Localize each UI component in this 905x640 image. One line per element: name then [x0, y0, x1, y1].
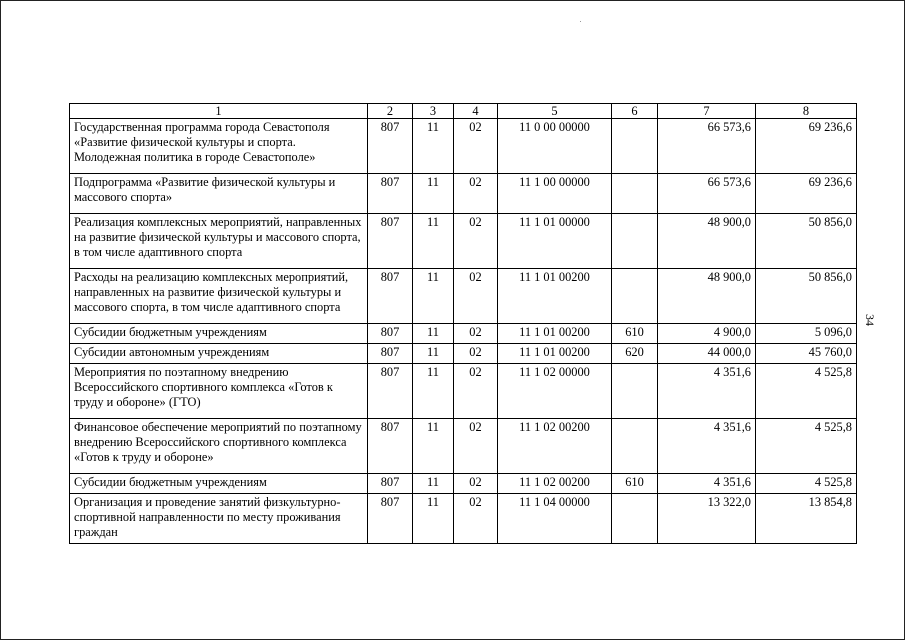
subsection-code-cell: 02: [454, 119, 498, 174]
table-row: [70, 324, 857, 344]
section-code-cell: 11: [413, 364, 454, 419]
expense-type-cell: 610: [612, 324, 658, 344]
amount-cell-col7: 44 000,0: [658, 344, 756, 364]
row-name-cell: Финансовое обеспечение мероприятий по поэтапному внедрению Всероссийского спортивного комплекса «Готов к труду и обороне»: [70, 419, 368, 474]
table-row: [70, 474, 857, 494]
target-article-cell: 11 1 02 00000: [498, 364, 612, 419]
amount-cell-col7: 4 351,6: [658, 364, 756, 419]
amount-cell-col7: 66 573,6: [658, 119, 756, 174]
table-row: [70, 214, 857, 269]
header-cell: 4: [454, 104, 498, 119]
expense-type-cell: [612, 214, 658, 269]
row-name-cell: Организация и проведение занятий физкультурно-спортивной направленности по месту проживания граждан: [70, 494, 368, 544]
amount-cell-col8: 50 856,0: [756, 269, 857, 324]
target-article-cell: 11 1 01 00200: [498, 269, 612, 324]
ministry-code-cell: 807: [368, 269, 413, 324]
ministry-code-cell: 807: [368, 174, 413, 214]
subsection-code-cell: 02: [454, 474, 498, 494]
ministry-code-cell: 807: [368, 474, 413, 494]
section-code-cell: 11: [413, 474, 454, 494]
header-cell: 7: [658, 104, 756, 119]
ministry-code-cell: 807: [368, 364, 413, 419]
expense-type-cell: [612, 364, 658, 419]
page-number: 34: [863, 314, 877, 326]
target-article-cell: 11 0 00 00000: [498, 119, 612, 174]
target-article-cell: 11 1 02 00200: [498, 474, 612, 494]
subsection-code-cell: 02: [454, 494, 498, 544]
ministry-code-cell: 807: [368, 494, 413, 544]
target-article-cell: 11 1 01 00200: [498, 344, 612, 364]
subsection-code-cell: 02: [454, 324, 498, 344]
row-name-cell: Мероприятия по поэтапному внедрению Всероссийского спортивного комплекса «Готов к труду и обороне» (ГТО): [70, 364, 368, 419]
subsection-code-cell: 02: [454, 269, 498, 324]
expense-type-cell: [612, 419, 658, 474]
header-cell: 3: [413, 104, 454, 119]
section-code-cell: 11: [413, 419, 454, 474]
row-name-cell: Расходы на реализацию комплексных мероприятий, направленных на развитие физической культуры и массового спорта, в том числе адаптивного спорта: [70, 269, 368, 324]
section-code-cell: 11: [413, 344, 454, 364]
row-name-cell: Государственная программа города Севастополя «Развитие физической культуры и спорта. Молодежная политика в городе Севастополе»: [70, 119, 368, 174]
table-row: [70, 269, 857, 324]
expense-type-cell: [612, 269, 658, 324]
table-row: [70, 344, 857, 364]
amount-cell-col8: 50 856,0: [756, 214, 857, 269]
section-code-cell: 11: [413, 119, 454, 174]
row-name-cell: Реализация комплексных мероприятий, направленных на развитие физической культуры и массового спорта, в том числе адаптивного спорта: [70, 214, 368, 269]
header-cell: 2: [368, 104, 413, 119]
subsection-code-cell: 02: [454, 174, 498, 214]
row-name-cell: Подпрограмма «Развитие физической культуры и массового спорта»: [70, 174, 368, 214]
target-article-cell: 11 1 01 00200: [498, 324, 612, 344]
header-cell: 5: [498, 104, 612, 119]
scan-speck: [580, 21, 581, 22]
target-article-cell: 11 1 02 00200: [498, 419, 612, 474]
section-code-cell: 11: [413, 214, 454, 269]
amount-cell-col7: 48 900,0: [658, 214, 756, 269]
amount-cell-col8: 69 236,6: [756, 174, 857, 214]
target-article-cell: 11 1 01 00000: [498, 214, 612, 269]
budget-table: [69, 103, 857, 544]
amount-cell-col8: 4 525,8: [756, 364, 857, 419]
table-header-row: [70, 104, 857, 119]
section-code-cell: 11: [413, 494, 454, 544]
row-name-cell: Субсидии бюджетным учреждениям: [70, 324, 368, 344]
amount-cell-col7: 48 900,0: [658, 269, 756, 324]
section-code-cell: 11: [413, 174, 454, 214]
ministry-code-cell: 807: [368, 119, 413, 174]
ministry-code-cell: 807: [368, 419, 413, 474]
ministry-code-cell: 807: [368, 344, 413, 364]
target-article-cell: 11 1 04 00000: [498, 494, 612, 544]
section-code-cell: 11: [413, 324, 454, 344]
amount-cell-col8: 4 525,8: [756, 419, 857, 474]
ministry-code-cell: 807: [368, 214, 413, 269]
section-code-cell: 11: [413, 269, 454, 324]
expense-type-cell: [612, 174, 658, 214]
expense-type-cell: [612, 494, 658, 544]
subsection-code-cell: 02: [454, 364, 498, 419]
amount-cell-col7: 66 573,6: [658, 174, 756, 214]
expense-type-cell: [612, 119, 658, 174]
row-name-cell: Субсидии автономным учреждениям: [70, 344, 368, 364]
table-row: [70, 119, 857, 174]
subsection-code-cell: 02: [454, 214, 498, 269]
amount-cell-col8: 4 525,8: [756, 474, 857, 494]
amount-cell-col7: 4 351,6: [658, 474, 756, 494]
amount-cell-col8: 45 760,0: [756, 344, 857, 364]
amount-cell-col8: 13 854,8: [756, 494, 857, 544]
ministry-code-cell: 807: [368, 324, 413, 344]
table-row: [70, 419, 857, 474]
subsection-code-cell: 02: [454, 344, 498, 364]
amount-cell-col8: 69 236,6: [756, 119, 857, 174]
expense-type-cell: 620: [612, 344, 658, 364]
header-cell: 8: [756, 104, 857, 119]
table-row: [70, 364, 857, 419]
table-row: [70, 494, 857, 544]
expense-type-cell: 610: [612, 474, 658, 494]
row-name-cell: Субсидии бюджетным учреждениям: [70, 474, 368, 494]
target-article-cell: 11 1 00 00000: [498, 174, 612, 214]
amount-cell-col7: 4 351,6: [658, 419, 756, 474]
table-row: [70, 174, 857, 214]
header-cell: 1: [70, 104, 368, 119]
amount-cell-col7: 13 322,0: [658, 494, 756, 544]
amount-cell-col8: 5 096,0: [756, 324, 857, 344]
amount-cell-col7: 4 900,0: [658, 324, 756, 344]
header-cell: 6: [612, 104, 658, 119]
subsection-code-cell: 02: [454, 419, 498, 474]
